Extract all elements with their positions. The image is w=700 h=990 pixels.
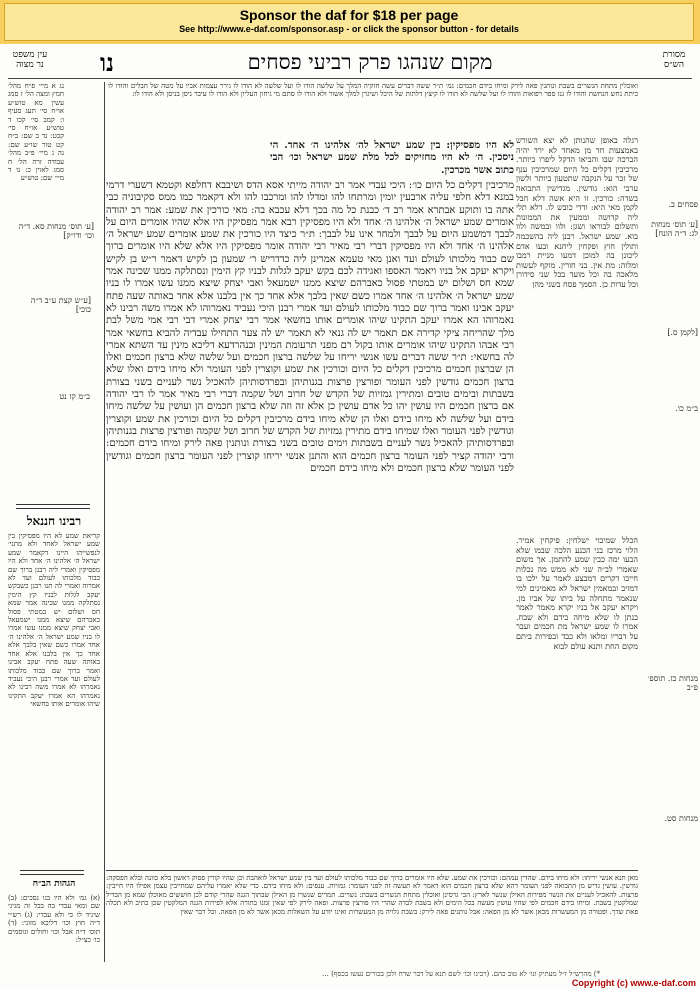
rashi-commentary: רגלה באופן שהנותן לא יצא השורש באמצעות חד מן מאחד לא ירד יהיה הברכה שבו והביאו הדקל ליפרו ביותר. מרכיבין דקלים כל היום שמרכיבין ענף של זכר על הנקבה שתטעון ביותר ולשון ערבי הוא: גודשין. מגדישין התבואה בשדה: כורכין. זו היא אשה דלא חבל לקמן מאי היא: ודדי כובש לו. דלא תלי ליה קדושה וממעין את הממונות ותשלום לבוראו ושגן: ולוו ובמשה ולוו בוא. שמע ישראל. רבנן ליה בהשכמה ותולין חוץ ופקחין ליחנא ובעו אדם ליכונן בה למוכן דמעו מניית רמבו ומלוה: מת אין. בני חורין. מוקף לעשות מלאכה בה וכל מועד בכל שני סידורן וכל עדות כן. הסמך פסח בשני מהן: [516, 136, 638, 289]
bottom-commentary: מאן תנא אנשי יריחו: ולא מיחו בידם. שהדין עמהם: וכורכין את שמע. שלא היו אומרים ברוך שם כבוד מלכותו לעולם ועד בין שמע ישראל לואהבת וכן שהיו קורין פסוק ראשון בלא כוונה ובלא הפסקה: גודשין. עושין גדיש מן התבואה לפני העומר דהא שלא ברצון חכמים הוא דאמר לא תעשה זה לפני העומר: גמזיות. ענפים: ולא מיחו בידם. כדי שלא יאמרו עליהם שמחייבין עצמן אפילו היו חייבין: פרצות. להאכיל לעניים את הנשר מפירות האילן שנשר לארץ: הכי גרסינן ואוכלין מתחת הנשרים בשבת: נשרים. תמרים שנשרו מן האילן שבתוך הגנה שהרי קודם לכן חוששים מאוכלן שמא מן הבדיל שמלקטין בשבת. ומיחו בידם חכמים לפי שהיו עושין מעשה בכל הימים ולא בשבת לבדה שהרי היו פורצין פרצות. ופאה לירק לפי שאין זמנו בתורה אלא לפירות הגנה המלקטין שכן כתיב ולא תכלה פאת שדך. ופטורה מן המעשרות מכאן אשר לא מן הפאה: אבל נותנים פאה לירק: בשבת גלויה מן המעשרות ואינו יודע על השאלות מכאן אשר לא מן הפאה. וכל דבר שאין: [106, 874, 638, 916]
ein-mishpat-label: עין משפט נר מצוה: [12, 50, 48, 70]
bottom-rule: [106, 870, 638, 871]
margin-note: [ע׳ תוס׳ מנחות סא. ד״ה וכו׳ ודו״ק]: [18, 222, 94, 240]
gemara-text: מרכיבין דקלים כל היום כו׳: היכי עבדי אמר רב יהודה מייתי אסא הדס ושיבבא דחלפא וקטמא דשערי דרמי במנא דלא חלפי עליה ארבעין יומין ומרתחו להו ומדלו להו ומרכבו להו ולא דקאמר כמו ממס סקיבוניה כבי אתה בו ותוקע אבתרא אמר רב ד׳ כבנת כל מה בכך דלא עכבא בה: מאי כורכין את שמע: אמר רב יהודה אומרים שמע ישראל ה׳ אלהינו ה׳ אחד ולא היו מפסיקין רבא אמר מפסיקין היו אלא שהיו אומרים היום על לבבך דמשמע היום על לבבך ולמחר אינו על לבבך: ת״ר כיצד היו כורכין את שמע אומרים שמע ישראל ה׳ אלהינו ה׳ אחד ולא היו מפסיקין דברי רבי מאיר רבי יהודה אומר מפסיקין היו אלא שלא היו אומרים ברוך שם כבוד מלכותו לעולם ועד ואנן מאי טעמא אמרינן ליה כדדריש ר׳ שמעון בן לקיש דאמר ר״ש בן לקיש ויקרא יעקב אל בניו ויאמר האספו ואגידה לכם בקש יעקב לגלות לבניו קץ הימין ונסתלקה ממנו שכינה אמר שמא חס ושלום יש במטתי פסול כאברהם שיצא ממנו ישמעאל ואבי יצחק שיצא ממנו עשו אמרו לו בניו שמע ישראל ה׳ אלהינו ה׳ אחד אמרו כשם שאין בלבך אלא אחד כך אין בלבנו אלא אחד באותה שעה פתח יעקב אבינו ואמר ברוך שם כבוד מלכותו לעולם ועד אמרי רבנן היכי נעביד נאמרוהו לא אמרו משה רבינו לא נאמרוהו הא אמרו יעקב התקינו שיהו אומרים אותו בחשאי אמר רבי יצחק אמרי דבי רבי אמי משל לבת מלך שהריחה ציקי קדירה אם תאמר יש לה גנאי לא תאמר יש לה צער התחילו עבדיה להביא בחשאי אמר רבי אבהו התקינו שיהו אומרים אותו בקול רם מפני תרעומת המינין ובנהרדעא דליכא מינין עד השתא אמרי לה בחשאי: ת״ר ששה דברים עשו אנשי יריחו על שלשה ברצון חכמים ועל שלשה שלא ברצון חכמים ואלו הן שברצון חכמים מרכיבין דקלים כל היום וכורכין את שמע וקוצרין לפני העומר ולא מיחו בידם ואלו שלא ברצון חכמים גודשין לפני העומר ופורצין פרצות בגנותיהן ובפרדסותיהן להאכיל נשר לעניים בשני בצורת בשבתות ובימים טובים ומתירין גמזיות של הקדש של חרוב ושל שקמה דברי רבי מאיר אמר לו רבי יהודה אם ברצון חכמים היו עושין יהו כל אדם עושין כן אלא זה וזה שלא ברצון חכמים הן ועושין על שלשה מיחו בידם ועל שלשה לא מיחו בידם ואלו הן שלא מיחו בידם מרכיבין דקלים כל היום וכורכין את שמע וקוצרין וגודשין לפני העומר ואלו שמיחו בידם מתירין גמזיות של הקדש של חרוב ושל שקמה ופורצין פרצות בגנותיהן ובפרדסותיהן להאכיל נשר לעניים בשבתות וימים טובים בשני בצורת ונותנין פאה לירק ומיחו בידם חכמים: ורבי יהודה קציר לפני העומר ברצון חכמים הוא והתנן אנשי יריחו קוצרין לפני העומר ברצון חכמים וגודשין לפני העומר שלא ברצון חכמים ולא מיחו בידם חכמים: [106, 180, 514, 474]
hagahot-habach-heading: הגהות הב״ח: [32, 879, 76, 889]
daf-number: נו: [100, 48, 114, 77]
rabbeinu-chananel-heading: רבינו חננאל: [26, 514, 82, 528]
copyright-notice[interactable]: Copyright (c) www.e-daf.com: [571, 978, 696, 988]
divider-ornament: [20, 870, 84, 875]
footnote: *) מהרש״ל ז״ל מעתיק ונו׳ לא טוב כהם. (רבינו וכו׳ לשם תנא על דבר שדח ולכן בכורים נעשו בכסף) ...: [322, 970, 600, 978]
sponsor-banner: [0, 0, 700, 44]
margin-note: ב״מ כו.: [675, 404, 698, 413]
margin-note: [ע״ש קצת ע״ב ד״ה כוכי]: [30, 296, 91, 314]
ein-mishpat-text: נג א מיי׳ פ״ח מהל׳ חמץ ומצה הל׳ ז סמג עשין מא טוש״ע או״ח סי׳ תעג סעיף ו: קמב סי׳ קכו ד טוש״ע או״ח סי׳ קכט: נד ב שם: ב״ח קט טור שו״ע שם: נה ג מיי׳ פ״ב מהל׳ עבודה זרה הל׳ ח סמג לאוין כ: נו ד מיי׳ שם: טוש״ע: [8, 82, 64, 183]
hagahot-habach-text: (א) גמ׳ ולא היו בגו נסכים: (ב) שם ומאי עבדי בה בכל זה מגיני שיגיד לו כי ולא עבדי: (ג) רש״י ד״ה חוץ וכו׳ דליכא מזוני: (ד) תוס׳ ד״ה אבל וכו׳ וחולים וגוסמים כו׳ כצ״ל:: [8, 894, 100, 945]
banner-title: Sponsor the daf for $18 per page: [239, 7, 459, 23]
divider-ornament: [16, 504, 90, 509]
margin-note: מנחות כז. תוספ׳ פ״ב: [647, 674, 698, 692]
banner-subtitle[interactable]: See http://www.e-daf.com/sponsor.asp - or click the sponsor button - for details: [179, 24, 519, 34]
mishna-opening: לא היו מפסיקין: בין שמע ישראל לה׳ אלהינו ה׳ אחד. הי ניסכין. ה׳ לא היו מחזיקים לכל מלת שמע ישראל וכו׳ הבי כתוב אשר מכרכין.: [270, 140, 514, 176]
margin-note: [ע׳ תוס׳ מנחות לג: ד״ה הונח]: [651, 220, 698, 238]
margin-note: מנחות סט.: [664, 814, 698, 823]
chapter-title: מקום שנהגו פרק רביעי פסחים: [247, 50, 493, 74]
talmud-page: [0, 44, 700, 990]
margin-note: ב״מ קז נט: [59, 392, 90, 401]
margin-note: פסחים ב.: [668, 200, 698, 209]
margin-note: [לקמן ס.]: [667, 328, 698, 337]
rashi-commentary-continued: הכלל שמיבוי ישלחין: פיקחין אמיר. הלוי מרכז בני הכנע הלכה שבמו שלא הבעו ימה כבין שמע להתמן. אך משום שאמרי לב״ה שני לא ממש מה נכלות חייבו דקרים דמבצע לאמר על ילכו בו דמזיב ובמאמין ישראל לא מאמינים למי שנאמר מתחלה על ביתו של אביו מן. ויקרא יעקב אל בניו יקרא מאמר לאמר בנתן לו שלא מיחה בידם ולא שבח. אמרו לו שמע ישראל מת חכמים ועבר על דבריו ומלאו ולא כבד ובפירות ביתם מקום החת ותנא עולם לבוא: [516, 536, 638, 651]
rabbeinu-chananel-text: קריאת שמע לא היו מפסיקין בין שמע ישראל לאחד ולא מתני׳ לנפשייהו היינו דקאמר שמע ישראל ה׳ אלהינו ה׳ אחד ולא היו מפסיקין ואמרי ליה רבנן ברוך שם כבוד מלכותו לעולם ועד לא אמרוה ואמרי לה תנו רבנן כשבקש יעקב לגלות לבניו קץ הימין נסתלקה ממנו שכינה אמר שמא חס ושלום יש במטתי פסול כאברהם שיצא ממנו ישמעאל ואבי יצחק שיצא ממנו עשו אמרו לו בניו שמע ישראל ה׳ אלהינו ה׳ אחד אמרו כשם שאין בלבך אלא אחד כך אין בלבנו אלא אחד באותה שעה פתח יעקב אבינו ואמר ברוך שם כבוד מלכותו לעולם ועד אמרי רבנן היכי נעביד נאמרהו לא אמרו משה רבינו לא נאמרהו הא אמרו יעקב התקינו שיהו אומרים אותו בחשאי: [8, 532, 100, 709]
masoret-hashas-label: מסורת הש״ס: [662, 50, 686, 70]
column-rule: [104, 82, 105, 962]
sponsor-button[interactable]: [4, 3, 694, 41]
header-rule: [8, 78, 692, 79]
top-commentary: ואוכלין מתחת הנשרים בשבת ונותנין פאה לירק ומיחו בידם חכמים: גמ׳ ת״ר ששה דברים עשה חזקיה המלך על שלשה הודו לו ועל שלשה לא הודו לו גירר עצמות אביו על מטה של חבלים והודו לו כיתת נחש הנחשת והודו לו גנז ספר רפואות והודו לו ועל שלשה לא הודו לו קיצץ דלתות של היכל ושיגרן למלך אשור ולא הודו לו סתם מי גיחון העליון ולא הודו לו עיבר ניסן בניסן ולא הודו לו:: [108, 82, 638, 99]
